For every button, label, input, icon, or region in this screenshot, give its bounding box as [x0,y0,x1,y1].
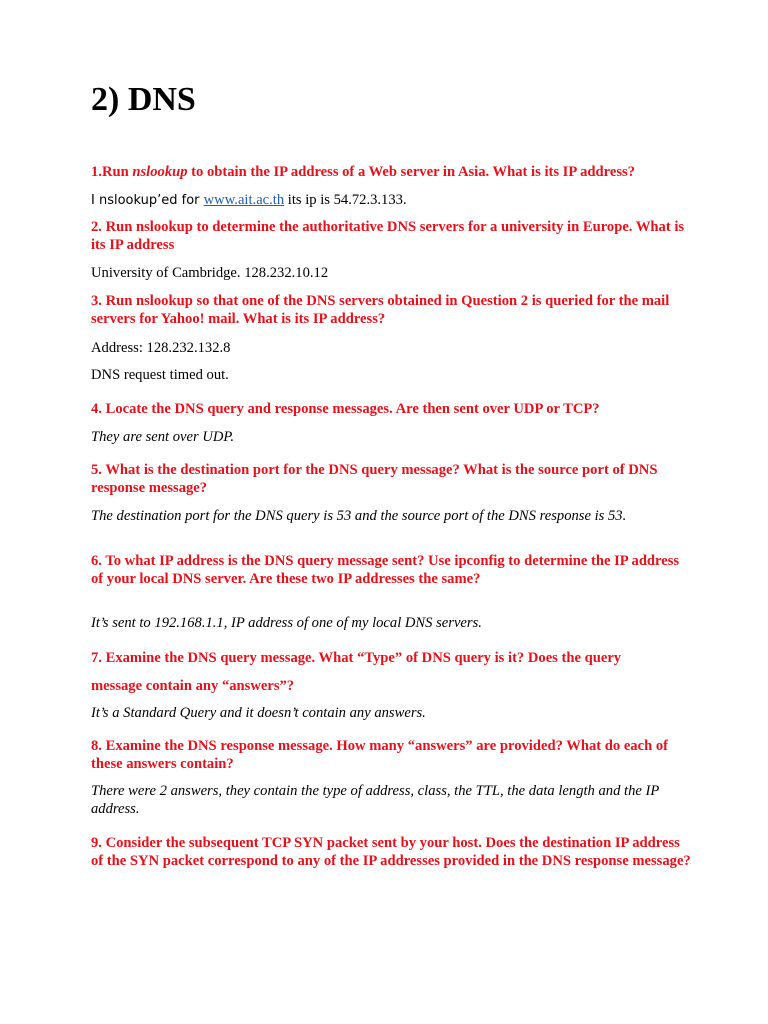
question-1 [91,163,691,181]
answer-5: The destination port for the DNS query is 53 and the source port of the DNS response is 53. [91,508,627,524]
question-7-line-2: message contain any “answers”? [91,678,295,694]
answer-1-link[interactable]: www.ait.ac.th [203,192,285,208]
answer-1-prefix: I nslookup’ed for [91,193,204,208]
answer-2: University of Cambridge. 128.232.10.12 [91,265,329,281]
answer-6-ip: 192.168.1.1, [154,615,228,631]
question-9: 9. Consider the subsequent TCP SYN packet sent by your host. Does the destination IP address of the SYN packet correspond to any of the IP addresses provided in the DNS response message? [91,835,691,869]
question-3: 3. Run nslookup so that one of the DNS servers obtained in Question 2 is queried for the mail servers for Yahoo! mail. What is its IP address? [91,293,670,327]
answer-7: It’s a Standard Query and it doesn’t contain any answers. [91,705,426,721]
answer-1 [91,191,691,210]
answer-1-suffix: its ip is 54.72.3.133. [284,192,407,208]
question-4: 4. Locate the DNS query and response messages. Are then sent over UDP or TCP? [91,401,600,417]
page-title: 2) DNS [91,81,196,118]
answer-8: There were 2 answers, they contain the type of address, class, the TTL, the data length and the IP address. [91,783,660,817]
question-1-rest: to obtain the IP address of a Web server in Asia. What is its IP address? [187,164,635,180]
answer-6-suffix: IP address of one of my local DNS servers. [227,615,482,631]
question-8: 8. Examine the DNS response message. How many “answers” are provided? What do each of these answers contain? [91,738,669,772]
question-1-prefix: 1.Run [91,164,133,180]
question-7-line-1: 7. Examine the DNS query message. What “Type” of DNS query is it? Does the query [91,650,622,666]
question-2: 2. Run nslookup to determine the authoritative DNS servers for a university in Europe. What is its IP address [91,219,685,253]
answer-6-prefix: It’s sent to [91,615,155,631]
question-1-command: nslookup [132,164,188,180]
answer-3-address: Address: 128.232.132.8 [91,340,231,356]
answer-4: They are sent over UDP. [91,429,235,445]
answer-6 [91,614,691,632]
question-5: 5. What is the destination port for the DNS query message? What is the source port of DNS response message? [91,462,658,496]
answer-3-timeout: DNS request timed out. [91,367,229,383]
question-6: 6. To what IP address is the DNS query message sent? Use ipconfig to determine the IP address of your local DNS server. Are these two IP addresses the same? [91,553,680,587]
